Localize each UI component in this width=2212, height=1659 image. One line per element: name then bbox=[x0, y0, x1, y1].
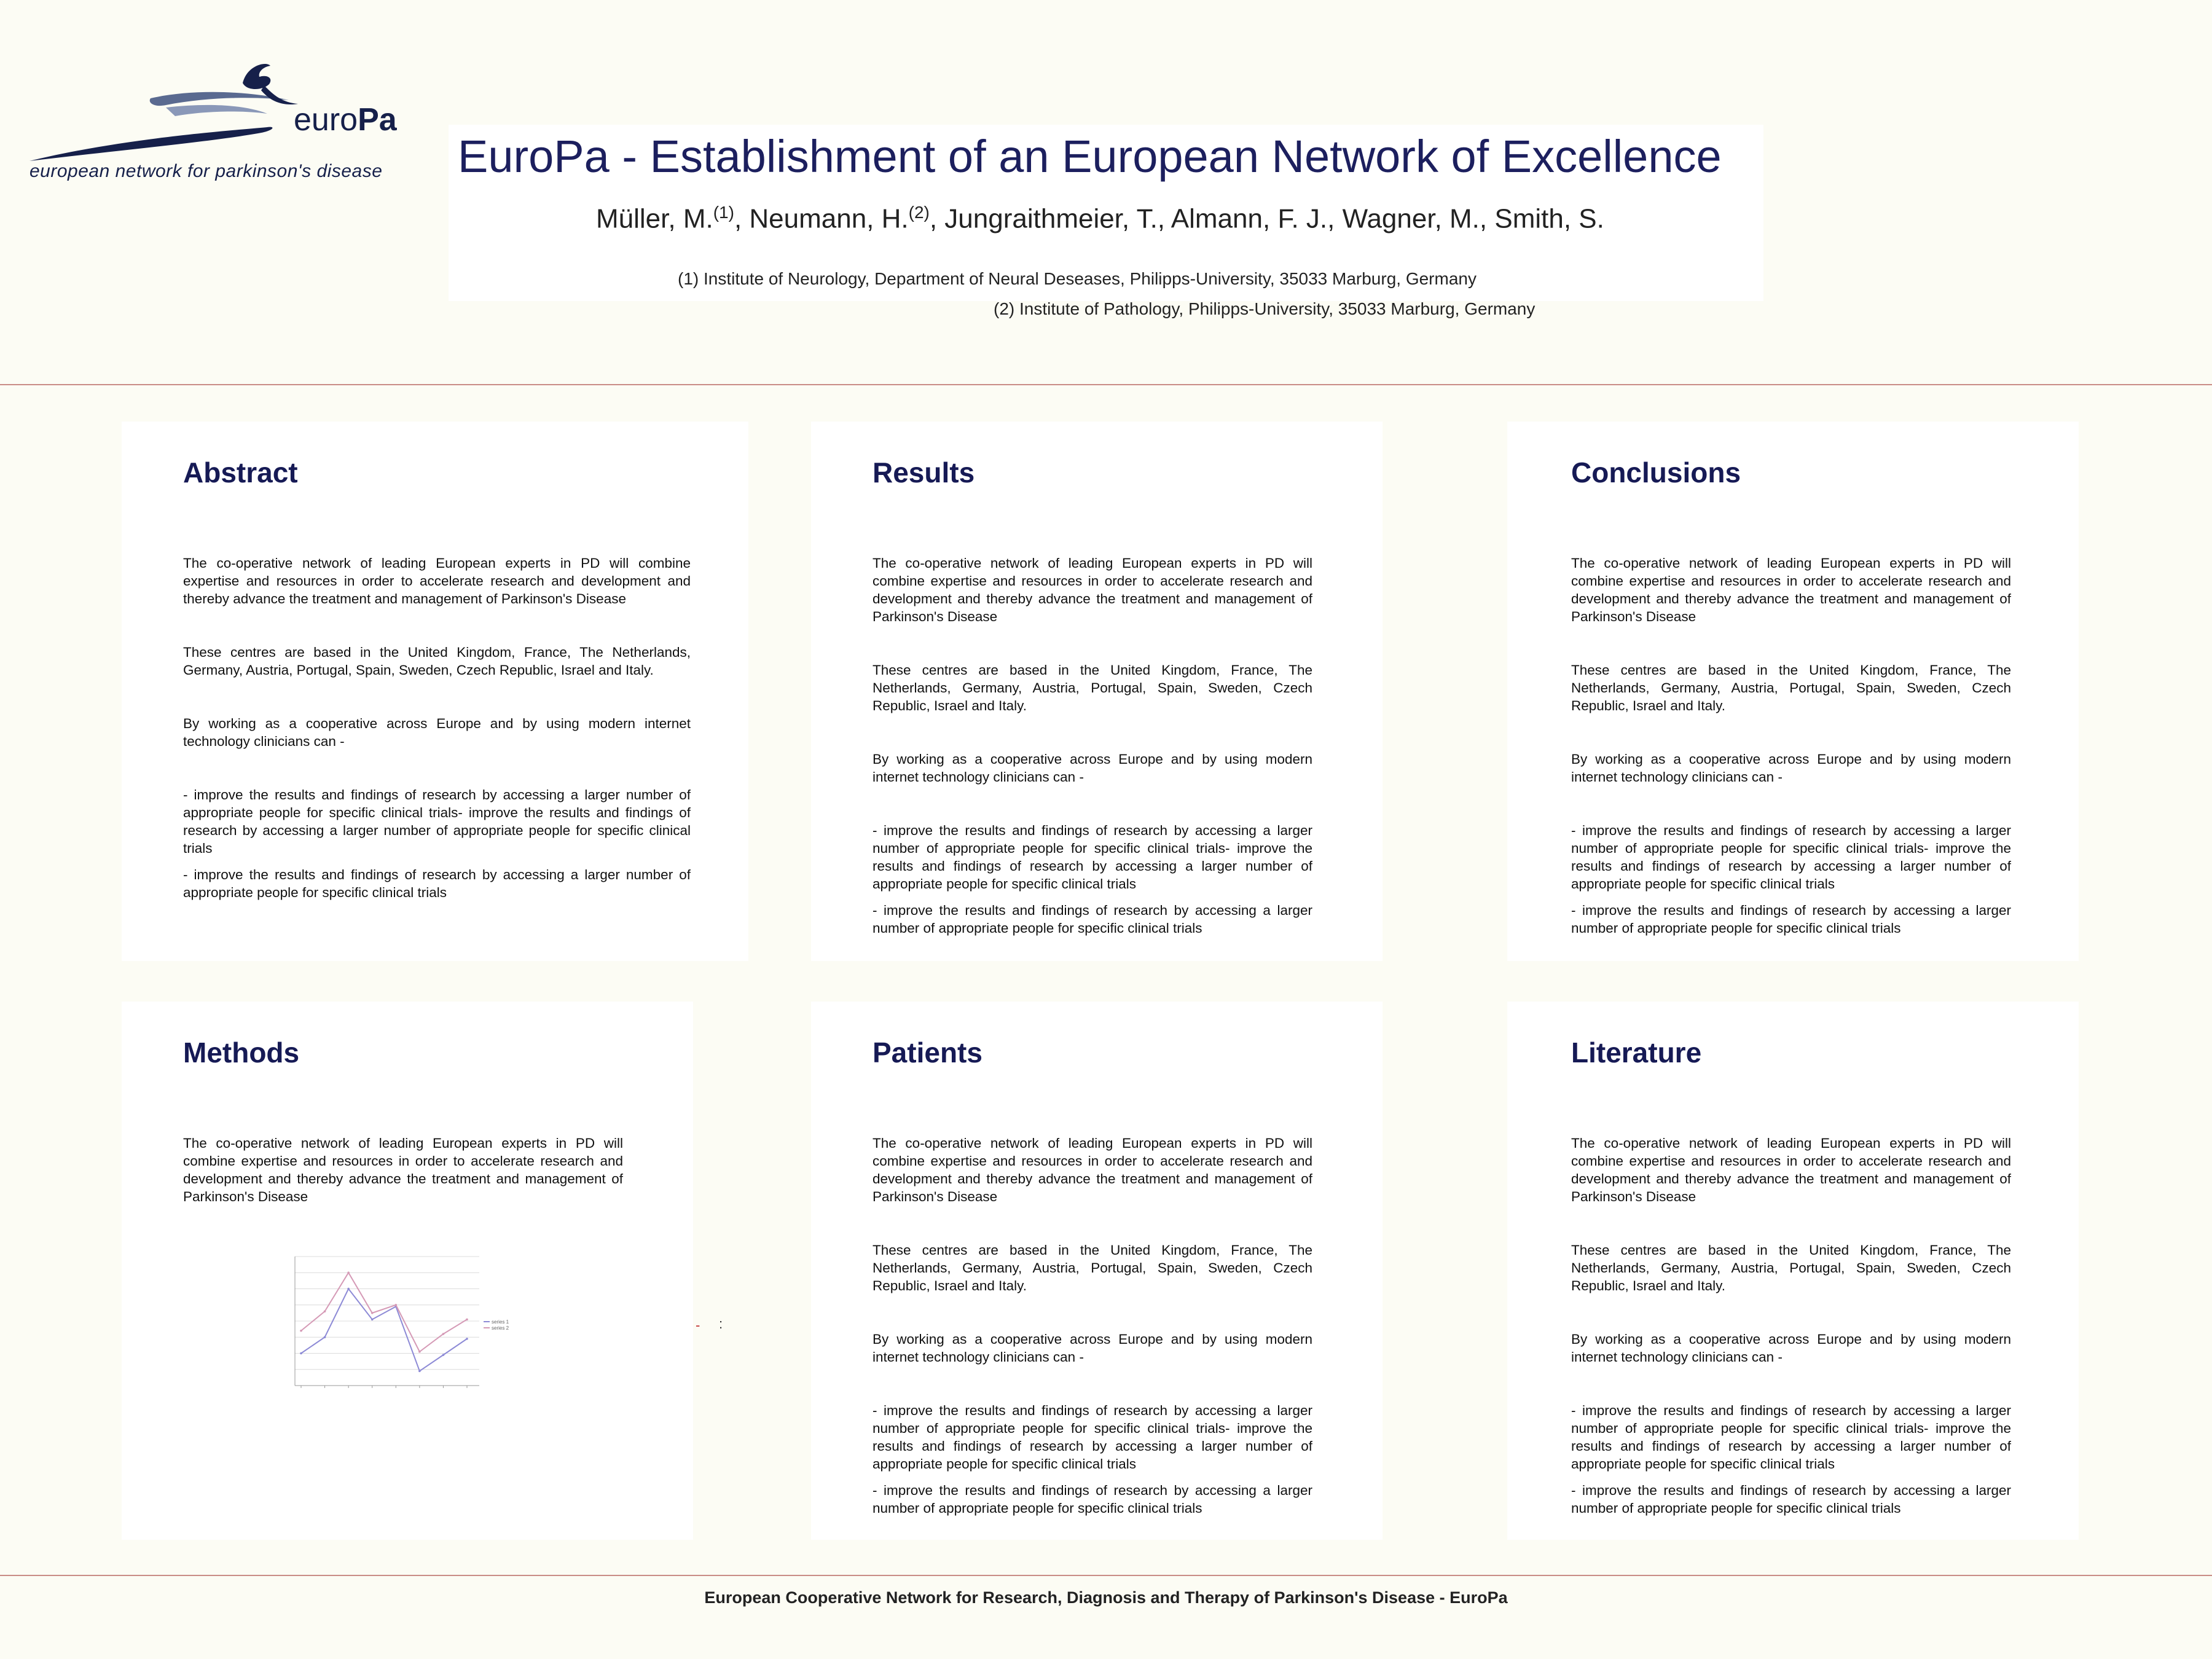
logo-swoosh-mid bbox=[166, 105, 267, 116]
abstract-paragraph-1: The co-operative network of leading European experts in PD will combine expertise and resources in order to accelerate research and development and thereby advance the treatment and management of Parkinson's Disease bbox=[183, 555, 691, 606]
author-1: Müller, M. bbox=[596, 203, 713, 234]
methods-body bbox=[183, 1134, 623, 1206]
literature-panel bbox=[1507, 1002, 2079, 1540]
methods-heading: Methods bbox=[183, 1037, 300, 1069]
author-2: , Neumann, H. bbox=[734, 203, 909, 234]
conclusions-panel bbox=[1507, 422, 2079, 961]
chart-point bbox=[300, 1330, 302, 1332]
poster-footer: European Cooperative Network for Research, Diagnosis and Therapy of Parkinson's Disease - EuroPa bbox=[704, 1588, 1508, 1607]
chart-point bbox=[442, 1354, 445, 1356]
logo-tagline: european network for parkinson's disease bbox=[29, 161, 383, 181]
conclusions-paragraph-5: - improve the results and findings of research by accessing a larger number of appropriate people for specific clinical trials bbox=[1571, 903, 2011, 936]
results-paragraph-2: These centres are based in the United Kingdom, France, The Netherlands, Germany, Austria, Portugal, Spain, Sweden, Czech Republic, Israel and Italy. bbox=[873, 662, 1312, 713]
patients-paragraph-5: - improve the results and findings of research by accessing a larger number of appropriate people for specific clinical trials bbox=[873, 1483, 1312, 1516]
methods-paragraph-1: The co-operative network of leading European experts in PD will combine expertise and resources in order to accelerate research and development and thereby advance the treatment and management of Parkinson's Disease bbox=[183, 1135, 623, 1204]
abstract-paragraph-4: - improve the results and findings of research by accessing a larger number of appropriate people for specific clinical trials- improve the results and findings of research by accessing a larger number of appropriate people for specific clinical trials bbox=[183, 787, 691, 856]
literature-paragraph-3: By working as a cooperative across Europe and by using modern internet technology clinicians can - bbox=[1571, 1332, 2011, 1365]
literature-paragraph-2: These centres are based in the United Kingdom, France, The Netherlands, Germany, Austria, Portugal, Spain, Sweden, Czech Republic, Israel and Italy. bbox=[1571, 1242, 2011, 1293]
results-panel bbox=[811, 422, 1382, 961]
chart-point bbox=[394, 1304, 397, 1306]
patients-paragraph-2: These centres are based in the United Kingdom, France, The Netherlands, Germany, Austria, Portugal, Spain, Sweden, Czech Republic, Israel and Italy. bbox=[873, 1242, 1312, 1293]
conclusions-paragraph-2: These centres are based in the United Kingdom, France, The Netherlands, Germany, Austria, Portugal, Spain, Sweden, Czech Republic, Israel and Italy. bbox=[1571, 662, 2011, 713]
results-body bbox=[873, 554, 1312, 937]
results-paragraph-5: - improve the results and findings of research by accessing a larger number of appropriate people for specific clinical trials bbox=[873, 903, 1312, 936]
author-rest: , Jungraithmeier, T., Almann, F. J., Wagner, M., Smith, S. bbox=[929, 203, 1604, 234]
header-divider bbox=[0, 384, 2212, 385]
footer-divider bbox=[0, 1575, 2212, 1576]
patients-paragraph-4: - improve the results and findings of research by accessing a larger number of appropriate people for specific clinical trials- improve the results and findings of research by accessing a larger number of appropriate people for specific clinical trials bbox=[873, 1403, 1312, 1472]
author-list bbox=[596, 203, 1604, 235]
chart-point bbox=[300, 1352, 302, 1355]
chart-grid bbox=[295, 1257, 479, 1386]
abstract-body bbox=[183, 554, 691, 901]
chart-point bbox=[418, 1351, 421, 1353]
abstract-panel bbox=[122, 422, 748, 961]
literature-paragraph-1: The co-operative network of leading European experts in PD will combine expertise and resources in order to accelerate research and development and thereby advance the treatment and management of Parkinson's Disease bbox=[1571, 1135, 2011, 1204]
patients-heading: Patients bbox=[873, 1037, 982, 1069]
poster-title: EuroPa - Establishment of an European Network of Excellence bbox=[458, 131, 1722, 182]
patients-paragraph-3: By working as a cooperative across Europe and by using modern internet technology clinicians can - bbox=[873, 1332, 1312, 1365]
conclusions-body bbox=[1571, 554, 2011, 937]
logo-figure bbox=[243, 64, 270, 89]
author-2-affiliation: (2) bbox=[908, 203, 930, 222]
patients-paragraph-1: The co-operative network of leading European experts in PD will combine expertise and resources in order to accelerate research and development and thereby advance the treatment and management of Parkinson's Disease bbox=[873, 1135, 1312, 1204]
abstract-heading: Abstract bbox=[183, 457, 298, 488]
conclusions-paragraph-3: By working as a cooperative across Europe and by using modern internet technology clinicians can - bbox=[1571, 751, 2011, 785]
patients-panel bbox=[811, 1002, 1382, 1540]
chart-point bbox=[466, 1338, 468, 1340]
logo-figure-arm bbox=[261, 85, 298, 104]
chart-point bbox=[324, 1336, 326, 1338]
patients-body bbox=[873, 1134, 1312, 1517]
abstract-paragraph-5: - improve the results and findings of research by accessing a larger number of appropriate people for specific clinical trials bbox=[183, 867, 691, 900]
results-paragraph-1: The co-operative network of leading European experts in PD will combine expertise and resources in order to accelerate research and development and thereby advance the treatment and management of Parkinson's Disease bbox=[873, 555, 1312, 624]
conclusions-paragraph-1: The co-operative network of leading European experts in PD will combine expertise and resources in order to accelerate research and development and thereby advance the treatment and management of Parkinson's Disease bbox=[1571, 555, 2011, 624]
stray-mark-1: - bbox=[696, 1317, 700, 1333]
chart-series bbox=[300, 1271, 468, 1372]
stray-mark-2: : bbox=[719, 1316, 723, 1332]
chart-axes bbox=[295, 1257, 479, 1388]
literature-paragraph-4: - improve the results and findings of research by accessing a larger number of appropriate people for specific clinical trials- improve the results and findings of research by accessing a larger number of appropriate people for specific clinical trials bbox=[1571, 1403, 2011, 1472]
chart-legend-label: series 1 bbox=[492, 1319, 509, 1325]
abstract-paragraph-3: By working as a cooperative across Europe and by using modern internet technology clinicians can - bbox=[183, 716, 691, 749]
chart-series-line-1 bbox=[301, 1289, 467, 1371]
chart-point bbox=[442, 1333, 445, 1335]
literature-heading: Literature bbox=[1571, 1037, 1702, 1069]
author-1-affiliation: (1) bbox=[713, 203, 734, 222]
logo-word-bold: Pa bbox=[358, 102, 397, 138]
results-paragraph-4: - improve the results and findings of research by accessing a larger number of appropriate people for specific clinical trials- improve the results and findings of research by accessing a larger number of appropriate people for specific clinical trials bbox=[873, 823, 1312, 892]
affiliation-2: (2) Institute of Pathology, Philipps-University, 35033 Marburg, Germany bbox=[994, 299, 1535, 318]
abstract-paragraph-2: These centres are based in the United Kingdom, France, The Netherlands, Germany, Austria, Portugal, Spain, Sweden, Czech Republic, Israel and Italy. bbox=[183, 645, 691, 678]
affiliation-1: (1) Institute of Neurology, Department of Neural Deseases, Philipps-University, 35033 Marburg, Germany bbox=[678, 269, 1477, 288]
logo-word-light: euro bbox=[294, 102, 358, 138]
results-paragraph-3: By working as a cooperative across Europe and by using modern internet technology clinicians can - bbox=[873, 751, 1312, 785]
chart-point bbox=[371, 1312, 374, 1314]
literature-paragraph-5: - improve the results and findings of research by accessing a larger number of appropriate people for specific clinical trials bbox=[1571, 1483, 2011, 1516]
chart-series-line-2 bbox=[301, 1273, 467, 1352]
methods-line-chart bbox=[286, 1250, 525, 1395]
chart-legend-label: series 2 bbox=[492, 1325, 509, 1331]
chart-point bbox=[347, 1288, 350, 1290]
chart-point bbox=[466, 1319, 468, 1321]
chart-legend bbox=[484, 1319, 509, 1331]
conclusions-heading: Conclusions bbox=[1571, 457, 1741, 488]
chart-point bbox=[324, 1310, 326, 1312]
logo-swoosh-lower bbox=[29, 127, 272, 161]
logo-wordmark bbox=[294, 101, 397, 138]
chart-point bbox=[347, 1271, 350, 1274]
results-heading: Results bbox=[873, 457, 975, 488]
conclusions-paragraph-4: - improve the results and findings of research by accessing a larger number of appropriate people for specific clinical trials- improve the results and findings of research by accessing a larger number of appropriate people for specific clinical trials bbox=[1571, 823, 2011, 892]
literature-body bbox=[1571, 1134, 2011, 1517]
chart-point bbox=[371, 1319, 374, 1321]
chart-point bbox=[418, 1370, 421, 1373]
